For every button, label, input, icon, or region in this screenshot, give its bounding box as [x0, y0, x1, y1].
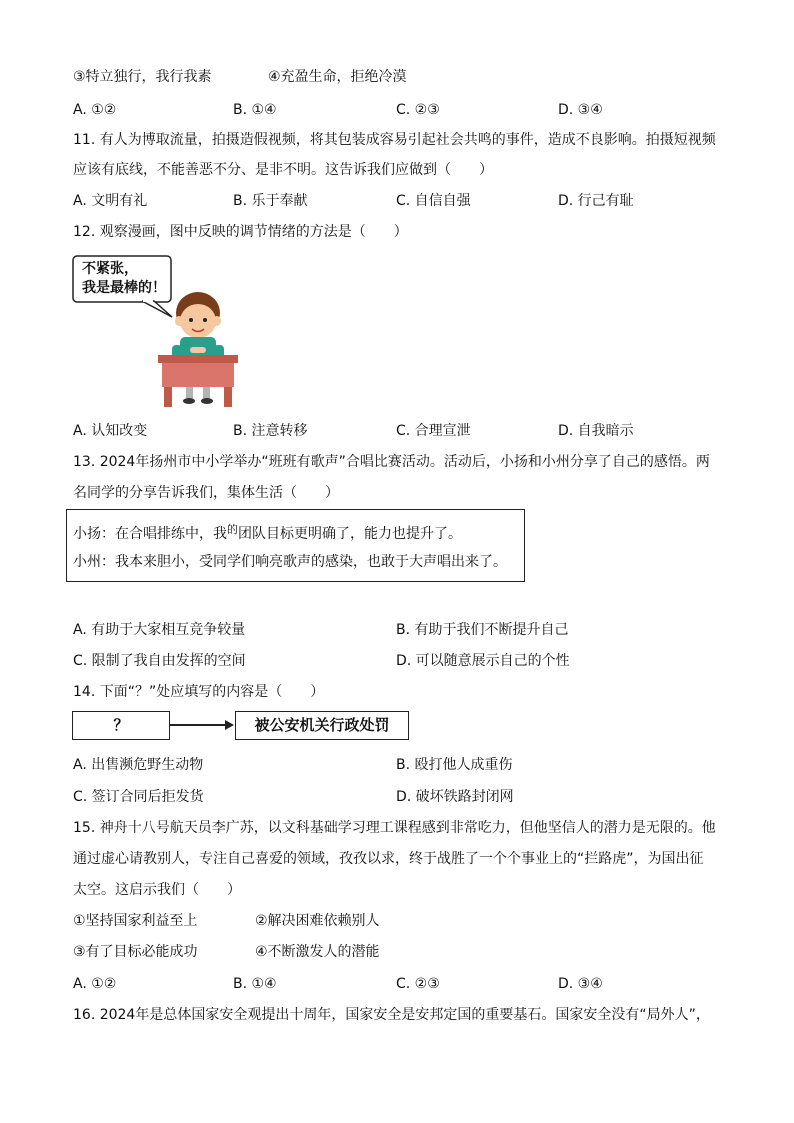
q15-item-4: ④不断激发人的潜能 [255, 944, 380, 960]
q15-item-1: ①坚持国家利益至上 [73, 913, 198, 929]
q12-option-a: A. 认知改变 [73, 423, 148, 439]
q11-stem-line-2: 应该有底线，不能善恶不分、是非不明。这告诉我们应做到（ ） [73, 162, 493, 178]
q11-option-b: B. 乐于奉献 [233, 193, 308, 209]
q10-option-c: C. ②③ [396, 102, 440, 118]
q14-arrow-line [170, 724, 225, 726]
q10-item-3: ③特立独行，我行我素 [73, 69, 212, 85]
q12-option-b: B. 注意转移 [233, 423, 308, 439]
quote-line-xiaoyang [73, 524, 462, 545]
quote-line-1-sup: 的 [227, 523, 238, 536]
q14-arrow-head-icon [225, 720, 234, 730]
q15-option-a: A. ①② [73, 976, 117, 992]
q14-result-box: 被公安机关行政处罚 [235, 711, 409, 740]
q15-option-d: D. ③④ [558, 976, 603, 992]
q13-option-b: B. 有助于我们不断提升自己 [396, 622, 569, 638]
q10-option-b: B. ①④ [233, 102, 277, 118]
q13-stem-line-2: 名同学的分享告诉我们，集体生活（ ） [73, 485, 339, 501]
q13-stem-line-1: 13. 2024年扬州市中小学举办“班班有歌声”合唱比赛活动。活动后，小扬和小州分享了自己的感悟。两 [73, 454, 710, 470]
q14-option-b: B. 殴打他人成重伤 [396, 757, 513, 773]
q14-option-a: A. 出售濒危野生动物 [73, 757, 204, 773]
q11-option-c: C. 自信自强 [396, 193, 471, 209]
q14-option-c: C. 签订合同后拒发货 [73, 789, 204, 805]
q13-quote-box [66, 509, 525, 582]
q10-option-a: A. ①② [73, 102, 117, 118]
q12-option-d: D. 自我暗示 [558, 423, 634, 439]
q11-option-d: D. 行己有耻 [558, 193, 634, 209]
q15-item-3: ③有了目标必能成功 [73, 944, 198, 960]
q10-item-4: ④充盈生命，拒绝冷漠 [268, 69, 407, 85]
q11-stem-line-1: 11. 有人为博取流量，拍摄造假视频，将其包装成容易引起社会共鸣的事件，造成不良影响。拍摄短视频 [73, 132, 716, 148]
q11-option-a: A. 文明有礼 [73, 193, 148, 209]
q12-stem: 12. 观察漫画，图中反映的调节情绪的方法是（ ） [73, 224, 408, 240]
quote-line-xiaozhou: 小州：我本来胆小，受同学们响亮歌声的感染，也敢于大声唱出来了。 [73, 554, 507, 570]
speech-bubble-line-2: 我是最棒的！ [82, 280, 166, 296]
quote-line-1-part-b: 团队目标更明确了，能力也提升了。 [238, 526, 462, 542]
q15-stem-line-1: 15. 神舟十八号航天员李广苏，以文科基础学习理工课程感到非常吃力，但他坚信人的潜力是无限的。他 [73, 820, 716, 836]
q13-option-c: C. 限制了我自由发挥的空间 [73, 653, 246, 669]
q15-item-2: ②解决困难依赖别人 [255, 913, 380, 929]
q15-option-c: C. ②③ [396, 976, 440, 992]
speech-bubble-line-1: 不紧张， [82, 261, 138, 277]
q15-option-b: B. ①④ [233, 976, 277, 992]
q12-option-c: C. 合理宣泄 [396, 423, 471, 439]
q14-unknown-box: ？ [72, 711, 170, 740]
q12-cartoon [72, 255, 252, 410]
q10-option-d: D. ③④ [558, 102, 603, 118]
q15-stem-line-3: 太空。这启示我们（ ） [73, 882, 241, 898]
q13-option-a: A. 有助于大家相互竞争较量 [73, 622, 246, 638]
quote-line-1-part-a: 小扬：在合唱排练中，我 [73, 526, 227, 542]
q13-option-d: D. 可以随意展示自己的个性 [396, 653, 570, 669]
q14-stem: 14. 下面“？”处应填写的内容是（ ） [73, 684, 325, 700]
q14-option-d: D. 破坏铁路封闭网 [396, 789, 514, 805]
q15-stem-line-2: 通过虚心请教别人，专注自己喜爱的领域，孜孜以求，终于战胜了一个个事业上的“拦路虎”，为国出征 [73, 851, 704, 867]
q16-stem-line-1: 16. 2024年是总体国家安全观提出十周年，国家安全是安邦定国的重要基石。国家安全没有“局外人”， [73, 1007, 710, 1023]
